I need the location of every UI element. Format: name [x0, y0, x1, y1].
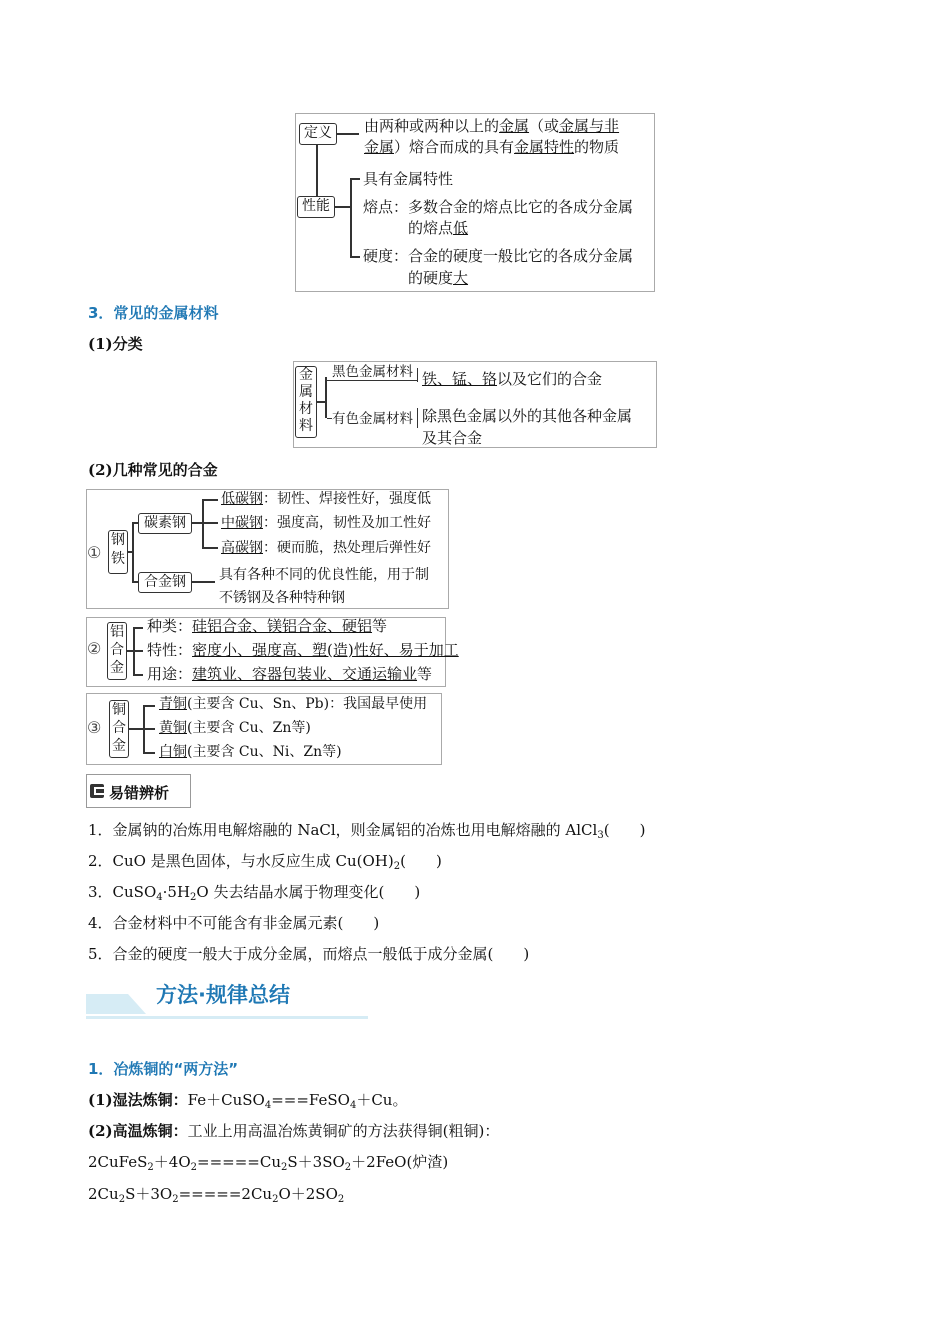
low-carbon-steel: 低碳钢：韧性、焊接性好，强度低	[221, 491, 431, 507]
carbon-steel-label: 碳素钢	[138, 513, 192, 534]
wet-method: (1)湿法炼铜：Fe＋CuSO$_4$===FeSO$_4$＋Cu。	[88, 1091, 408, 1111]
question-3: 3．$CuSO_4\cdot 5H_2O$ 失去结晶水属于物理变化( )	[88, 883, 421, 903]
property-label: 性能	[297, 196, 335, 218]
color-metal-desc-2: 及其合金	[422, 429, 483, 447]
definition-text-line2: 金属）熔合而成的具有金属特性的物质	[364, 138, 620, 156]
bronze: 青铜(主要含 Cu、Sn、Pb)：我国最早使用	[159, 696, 428, 712]
metal-material-root: 金 属 材 料	[295, 366, 317, 438]
method-title: 1．冶炼铜的“两方法”	[88, 1060, 239, 1078]
alloy-steel-label: 合金钢	[138, 572, 192, 593]
property-hardness-1: 硬度：合金的硬度一般比它的各成分金属	[363, 247, 634, 265]
question-5: 5．合金的硬度一般大于成分金属，而熔点一般低于成分金属( )	[88, 945, 530, 963]
aluminum-use: 用途：建筑业、容器包装业、交通运输业等	[147, 665, 433, 683]
question-1: 1．金属钠的冶炼用电解熔融的 NaCl，则金属铝的冶炼也用电解熔融的 AlCl$_3$( )	[88, 821, 646, 841]
property-metal: 具有金属特性	[363, 170, 454, 188]
color-metal-label: 有色金属材料	[332, 411, 413, 427]
error-analysis-badge	[86, 774, 191, 808]
brass: 黄铜(主要含 Cu、Zn等)	[159, 720, 311, 736]
subsection-classify: (1)分类	[88, 335, 143, 353]
aluminum-root: 铝 合 金	[107, 622, 127, 680]
subsection-alloys: (2)几种常见的合金	[88, 461, 218, 479]
property-melting-1: 熔点：多数合金的熔点比它的各成分金属	[363, 198, 634, 216]
black-metal-label: 黑色金属材料	[332, 364, 413, 380]
question-2: 2．CuO 是黑色固体，与水反应生成 $Cu(OH)_2$( )	[88, 852, 442, 872]
steel-number: ①	[87, 543, 102, 562]
aluminum-kind: 种类：硅铝合金、镁铝合金、硬铝等	[147, 617, 388, 635]
medium-carbon-steel: 中碳钢：强度高，韧性及加工性好	[221, 515, 431, 531]
definition-label: 定义	[299, 123, 337, 145]
method-banner-title: 方法·规律总结	[156, 983, 290, 1007]
aluminum-trait: 特性：密度小、强度高、塑(造)性好、易于加工	[147, 641, 459, 659]
equation-2: $2Cu_2S+3O_2=====2Cu_2O+2SO_2$	[88, 1185, 345, 1205]
method-banner	[86, 976, 368, 1022]
high-carbon-steel: 高碳钢：硬而脆，热处理后弹性好	[221, 540, 431, 556]
copper-number: ③	[87, 718, 102, 737]
steel-root: 钢 铁	[108, 530, 128, 574]
color-metal-desc-1: 除黑色金属以外的其他各种金属	[422, 407, 633, 425]
white-copper: 白铜(主要含 Cu、Ni、Zn等)	[159, 744, 342, 760]
property-hardness-2: 的硬度大	[408, 269, 469, 287]
copper-root: 铜 合 金	[109, 700, 129, 758]
definition-text-line1: 由两种或两种以上的金属（或金属与非	[364, 117, 620, 135]
black-metal-desc: 铁、锰、铬以及它们的合金	[422, 370, 603, 388]
property-melting-2: 的熔点低	[408, 219, 469, 237]
alloy-steel-desc-2: 不锈钢及各种特种钢	[219, 590, 345, 606]
badge-label: 易错辨析	[109, 784, 170, 802]
alloy-steel-desc-1: 具有各种不同的优良性能，用于制	[219, 567, 429, 583]
fire-method: (2)高温炼铜：工业上用高温冶炼黄铜矿的方法获得铜(粗铜)：	[88, 1122, 500, 1140]
badge-icon	[90, 784, 104, 798]
equation-1: $2CuFeS_2+4O_2=====Cu_2S+3SO_2+2FeO$(炉渣)	[88, 1153, 449, 1173]
question-4: 4．合金材料中不可能含有非金属元素( )	[88, 914, 380, 932]
aluminum-number: ②	[87, 639, 102, 658]
section3-title: 3．常见的金属材料	[88, 304, 219, 322]
